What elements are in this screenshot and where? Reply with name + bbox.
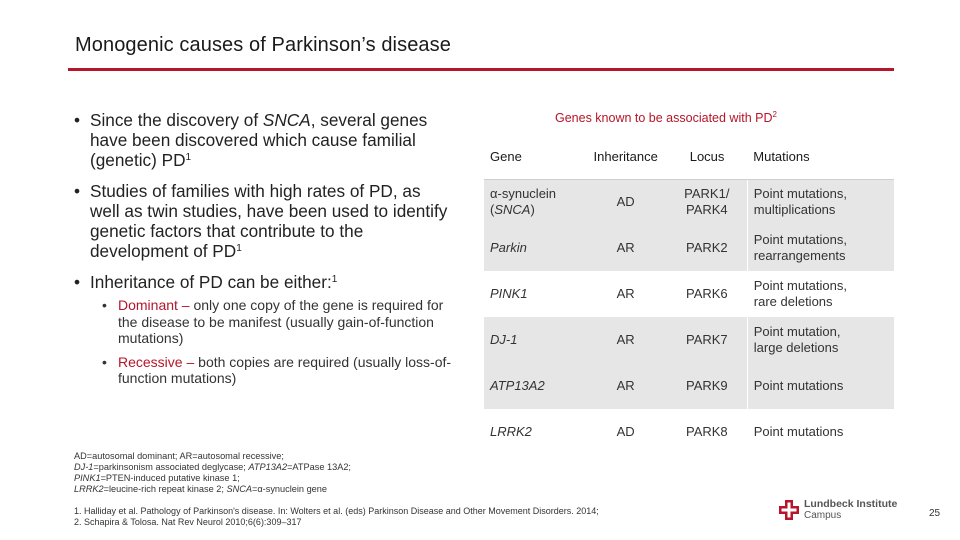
bullet-text: Studies of families with high rates of PD, as well as twin studies, have been used to identify genetic factors that contribute to the development of PD [90, 181, 448, 261]
cell-mutations [747, 225, 894, 271]
sub-bullet-dominant [92, 297, 454, 347]
bullet-family-studies [74, 181, 454, 261]
title-divider [68, 68, 894, 71]
recessive-keyword: Recessive – [118, 353, 199, 370]
abbrev-term: LRRK2 [74, 484, 104, 494]
cell-mutations: Point mutations [747, 409, 894, 455]
sub-bullet-recessive [92, 354, 454, 387]
reference-marker: 1 [185, 152, 192, 163]
sub-bullet-text: only one copy of the gene is required for the disease to be manifest (usually gain-of-function mutations) [118, 297, 444, 346]
table-row [484, 179, 894, 225]
gene-name: α-synuclein [490, 186, 557, 202]
abbreviations-footnote [74, 451, 351, 495]
reference-item: 1. Halliday et al. Pathology of Parkinson's disease. In: Wolters et al. (eds) Parkinson Disease and Other Movement Disorders. 2014; [74, 506, 599, 516]
gene-paren: ( [490, 202, 495, 218]
abbrev-term: PINK1 [74, 473, 101, 483]
abbrev-line [74, 473, 351, 484]
cell-inheritance: AR [616, 332, 635, 347]
cell-locus: PARK6 [685, 286, 728, 301]
abbrev-line [74, 484, 351, 495]
table-row [484, 363, 894, 409]
cell-mutations [747, 179, 894, 225]
gene-paren: ) [530, 202, 535, 218]
header-mutations: Mutations [747, 136, 894, 179]
logo-name: Lundbeck Institute [804, 498, 898, 510]
abbrev-line [74, 462, 351, 473]
bullet-text: Since the discovery of [90, 110, 263, 130]
mutations-line: rare deletions [753, 294, 833, 309]
lundbeck-logo-icon [778, 499, 800, 521]
table-caption [555, 111, 777, 125]
cell-gene: PINK1 [490, 286, 528, 301]
abbrev-def: =leucine-rich repeat kinase 2; [103, 484, 227, 494]
cell-gene: Parkin [490, 240, 527, 255]
dominant-keyword: Dominant – [118, 297, 194, 313]
table-row [484, 409, 894, 455]
bullet-text: , several genes have been discovered which cause familial (genetic) PD [90, 110, 428, 170]
cell-inheritance: AR [616, 378, 635, 393]
gene-symbol: SNCA [494, 202, 531, 218]
table-caption-text: Genes known to be associated with PD [555, 111, 773, 125]
logo-subname: Campus [804, 510, 842, 521]
mutations-line: Point mutations, [753, 232, 847, 247]
page-number: 25 [929, 508, 941, 519]
reference-marker: 1 [236, 243, 242, 254]
cell-locus: PARK7 [685, 332, 728, 347]
gene-name: SNCA [262, 110, 311, 130]
cell-inheritance: AD [616, 194, 635, 210]
reference-marker: 2 [772, 110, 777, 119]
header-locus: Locus [667, 136, 747, 179]
mutations-line: multiplications [753, 202, 836, 218]
cell-locus: PARK9 [685, 378, 728, 393]
table-row [484, 317, 894, 363]
mutations-line: Point mutations, [753, 186, 847, 202]
lundbeck-logo [778, 497, 898, 523]
table-header-row [484, 136, 894, 179]
cell-mutations [747, 271, 894, 317]
reference-marker: 1 [331, 274, 338, 285]
cell-inheritance: AR [616, 240, 635, 255]
cell-inheritance: AD [616, 424, 635, 439]
sub-bullet-text: both copies are required (usually loss-of-function mutations) [118, 353, 452, 386]
cell-locus [667, 179, 747, 225]
abbrev-term: DJ-1 [74, 462, 94, 472]
bullet-inheritance [74, 272, 454, 292]
abbrev-line: AD=autosomal dominant; AR=autosomal recessive; [74, 451, 284, 461]
cell-gene: DJ-1 [490, 332, 518, 347]
abbrev-def: =ATPase 13A2; [287, 462, 351, 472]
genes-table [484, 136, 894, 455]
cell-inheritance: AR [616, 286, 635, 301]
cell-mutations [747, 317, 894, 363]
cell-locus: PARK2 [685, 240, 728, 255]
abbrev-def: =PTEN-induced putative kinase 1; [100, 473, 240, 483]
mutations-line: Point mutation, [753, 324, 841, 339]
bullet-snca-discovery [74, 110, 454, 170]
slide-title: Monogenic causes of Parkinson’s disease [75, 34, 451, 56]
abbrev-def: =α-synuclein gene [251, 484, 328, 494]
abbrev-def: =parkinsonism associated deglycase; [93, 462, 249, 472]
mutations-line: large deletions [753, 340, 839, 355]
bullet-list [74, 110, 454, 387]
table-row [484, 225, 894, 271]
bullet-text: Inheritance of PD can be either: [90, 272, 332, 292]
cell-gene [484, 179, 584, 225]
cell-mutations: Point mutations [747, 363, 894, 409]
reference-item: 2. Schapira & Tolosa. Nat Rev Neurol 2010;6(6):309–317 [74, 517, 302, 527]
table-row [484, 271, 894, 317]
cell-gene: LRRK2 [490, 424, 532, 439]
locus-line: PARK1/ [684, 186, 730, 202]
abbrev-term: SNCA [226, 484, 252, 494]
cell-locus: PARK8 [685, 424, 728, 439]
cell-gene: ATP13A2 [490, 378, 545, 393]
references [74, 506, 599, 528]
abbrev-term: ATP13A2 [248, 462, 288, 472]
mutations-line: rearrangements [753, 248, 846, 263]
header-gene: Gene [484, 136, 584, 179]
header-inheritance: Inheritance [584, 136, 666, 179]
mutations-line: Point mutations, [753, 278, 847, 293]
locus-line: PARK4 [685, 202, 728, 218]
